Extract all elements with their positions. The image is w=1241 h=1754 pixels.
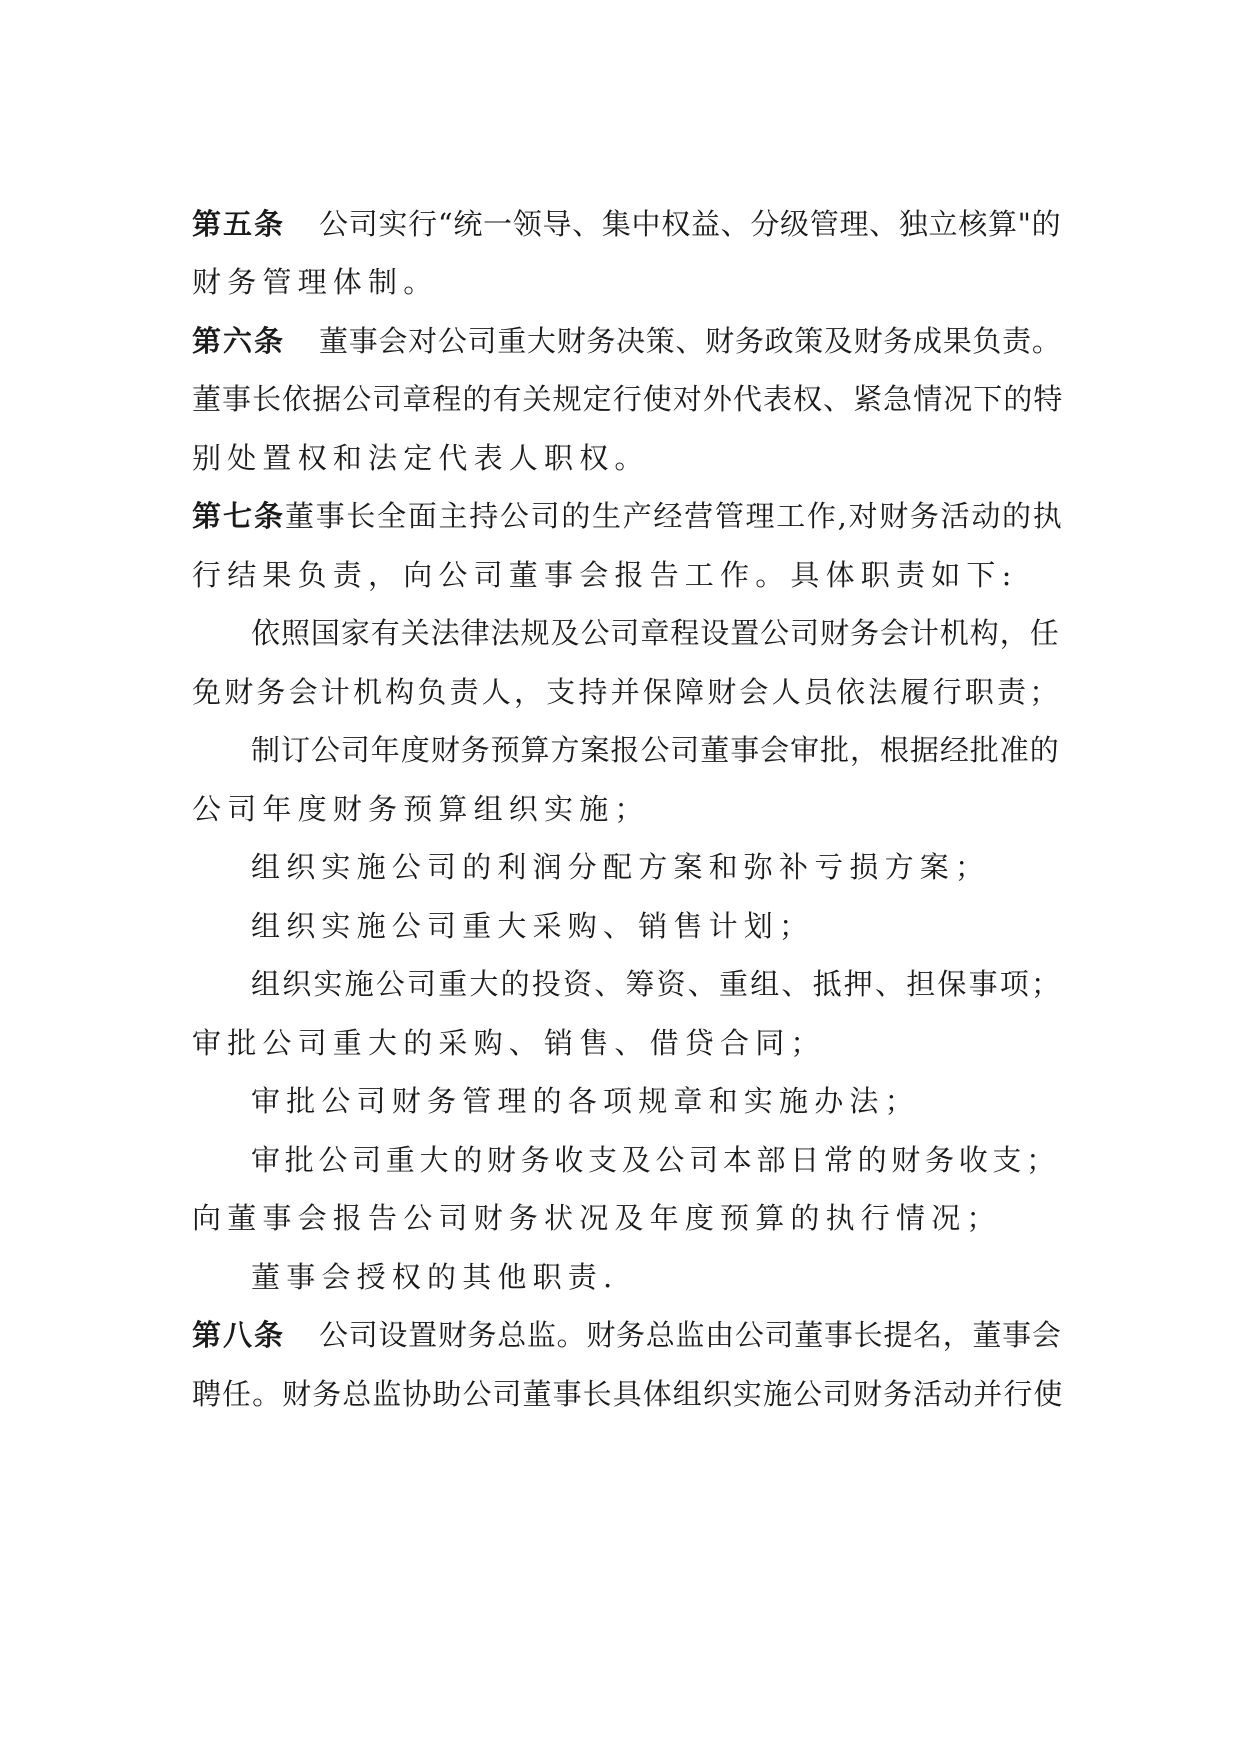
article-7-text: 董事长全面主持公司的生产经营管理工作,对财务活动的执 <box>285 499 1064 533</box>
article-8-line-2: 聘任。财务总监协助公司董事长具体组织实施公司财务活动并行使 <box>192 1377 1064 1411</box>
article-7-item-8: 审批公司重大的财务收支及公司本部日常的财务收支； <box>251 1143 1060 1177</box>
article-7-item-9: 向董事会报告公司财务状况及年度预算的执行情况； <box>192 1201 1002 1235</box>
article-6-line-3: 别处置权和法定代表人职权。 <box>192 441 650 475</box>
article-7-item-1-cont: 免财务会计机构负责人，支持并保障财会人员依法履行职责； <box>192 675 1062 709</box>
article-6-line-1 <box>192 321 1062 361</box>
article-7-item-7: 审批公司财务管理的各项规章和实施办法； <box>251 1084 920 1118</box>
article-7-item-5: 组织实施公司重大的投资、筹资、重组、抵押、担保事项； <box>251 967 1063 1001</box>
article-7-item-3: 组织实施公司的利润分配方案和弥补亏损方案； <box>251 850 991 884</box>
article-6-line-2: 董事长依据公司章程的有关规定行使对外代表权、紧急情况下的特 <box>192 382 1064 416</box>
article-7-line-2: 行结果负责，向公司董事会报告工作。具体职责如下: <box>192 558 1018 592</box>
article-7-title: 第七条 <box>192 499 286 533</box>
article-6-title: 第六条 <box>192 324 286 358</box>
article-8-title: 第八条 <box>192 1318 286 1352</box>
article-8-text: 公司设置财务总监。财务总监由公司董事长提名，董事会 <box>319 1318 1062 1352</box>
article-5-line-1 <box>192 204 1062 244</box>
article-7-item-2: 制订公司年度财务预算方案报公司董事会审批，根据经批准的 <box>251 733 1060 767</box>
article-7-item-2-cont: 公司年度财务预算组织实施； <box>192 792 650 826</box>
article-7-item-10: 董事会授权的其他职责. <box>251 1260 619 1294</box>
article-7-item-4: 组织实施公司重大采购、销售计划； <box>251 909 815 943</box>
article-5-text: 公司实行“统一领导、集中权益、分级管理、独立核算"的 <box>319 207 1062 241</box>
article-5-line-2: 财务管理体制。 <box>192 265 439 299</box>
article-8-line-1 <box>192 1315 1062 1355</box>
article-7-item-6: 审批公司重大的采购、销售、借贷合同； <box>192 1026 826 1060</box>
article-5-title: 第五条 <box>192 207 286 241</box>
article-7-line-1 <box>192 496 1062 536</box>
article-7-item-1: 依照国家有关法律法规及公司章程设置公司财务会计机构，任 <box>251 616 1060 650</box>
article-6-text: 董事会对公司重大财务决策、财务政策及财务成果负责。 <box>319 324 1062 358</box>
